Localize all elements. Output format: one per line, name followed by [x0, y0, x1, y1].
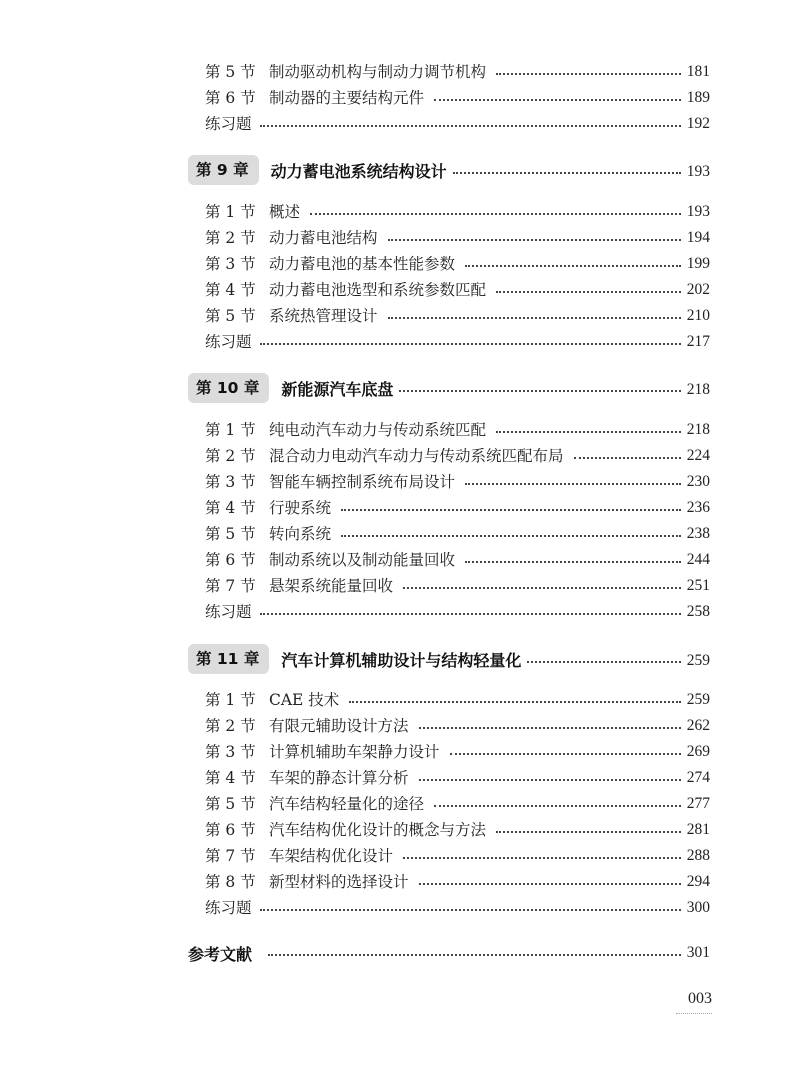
chapter-title: 汽车计算机辅助设计与结构轻量化	[281, 650, 522, 670]
page-number: 194	[686, 229, 710, 246]
section-number: 第 5 节	[205, 525, 256, 543]
dot-leader	[450, 753, 681, 755]
section-number: 第 8 节	[205, 873, 256, 891]
toc-section-row[interactable]	[205, 252, 710, 276]
toc-exercise-row[interactable]	[205, 600, 710, 624]
page-number: 193	[686, 203, 710, 220]
toc-section-row[interactable]	[205, 60, 710, 84]
toc-section-row[interactable]	[205, 200, 710, 224]
toc-section-row[interactable]	[205, 418, 710, 442]
page-number: 301	[686, 944, 710, 961]
section-title: 新型材料的选择设计	[269, 873, 409, 891]
toc-chapter-row[interactable]	[188, 644, 710, 674]
section-title: 纯电动汽车动力与传动系统匹配	[269, 421, 487, 439]
section-number: 第 6 节	[205, 821, 256, 839]
page-number: 192	[686, 115, 710, 132]
toc-section-row[interactable]	[205, 278, 710, 302]
toc-section-row[interactable]	[205, 548, 710, 572]
chapter-label: 第 9 章	[188, 155, 259, 185]
section-title: 有限元辅助设计方法	[269, 717, 409, 735]
page-number: 224	[686, 447, 710, 464]
toc-section-row[interactable]	[205, 522, 710, 546]
section-number: 第 1 节	[205, 691, 256, 709]
dot-leader	[527, 661, 680, 663]
page-number: 281	[686, 821, 710, 838]
page-number: 258	[686, 603, 710, 620]
section-title: 汽车结构优化设计的概念与方法	[269, 821, 487, 839]
dot-leader	[260, 343, 681, 345]
exercise-title: 练习题	[205, 899, 252, 917]
toc-section-row[interactable]	[205, 574, 710, 598]
toc-section-row[interactable]	[205, 688, 710, 712]
section-title: 智能车辆控制系统布局设计	[269, 473, 456, 491]
section-title: 车架结构优化设计	[269, 847, 394, 865]
toc-section-row[interactable]	[205, 740, 710, 764]
section-title: CAE 技术	[269, 691, 340, 709]
toc-chapter-row[interactable]	[188, 155, 710, 185]
dot-leader	[341, 509, 681, 511]
page-number: 181	[686, 63, 710, 80]
dot-leader	[496, 831, 681, 833]
page-number: 262	[686, 717, 710, 734]
section-number: 第 2 节	[205, 717, 256, 735]
toc-references-row[interactable]	[188, 940, 710, 966]
section-title: 转向系统	[269, 525, 332, 543]
page-number: 218	[686, 421, 710, 438]
section-title: 动力蓄电池的基本性能参数	[269, 255, 456, 273]
toc-chapter-row[interactable]	[188, 373, 710, 403]
page-number: 288	[686, 847, 710, 864]
dot-leader	[434, 805, 681, 807]
chapter-label: 第 10 章	[188, 373, 269, 403]
page-number: 217	[686, 333, 710, 350]
dot-leader	[496, 431, 681, 433]
dot-leader	[453, 172, 681, 174]
dot-leader	[388, 239, 681, 241]
dot-leader	[403, 587, 681, 589]
dot-leader	[310, 213, 681, 215]
page-number: 189	[686, 89, 710, 106]
dot-leader	[496, 291, 681, 293]
toc-exercise-row[interactable]	[205, 112, 710, 136]
section-title: 制动器的主要结构元件	[269, 89, 425, 107]
dot-leader	[260, 613, 681, 615]
section-title: 计算机辅助车架静力设计	[269, 743, 440, 761]
exercise-title: 练习题	[205, 115, 252, 133]
chapter-title: 动力蓄电池系统结构设计	[270, 161, 447, 181]
dot-leader	[434, 99, 681, 101]
section-number: 第 6 节	[205, 89, 256, 107]
section-title: 制动系统以及制动能量回收	[269, 551, 456, 569]
section-number: 第 1 节	[205, 203, 256, 221]
toc-section-row[interactable]	[205, 496, 710, 520]
section-number: 第 4 节	[205, 499, 256, 517]
section-number: 第 2 节	[205, 447, 256, 465]
dot-leader	[268, 954, 681, 956]
toc-section-row[interactable]	[205, 226, 710, 250]
exercise-title: 练习题	[205, 603, 252, 621]
section-title: 系统热管理设计	[269, 307, 378, 325]
chapter-title: 新能源汽车底盘	[281, 379, 394, 399]
page-number: 259	[686, 691, 710, 708]
section-number: 第 5 节	[205, 63, 256, 81]
dot-leader	[260, 125, 681, 127]
section-number: 第 6 节	[205, 551, 256, 569]
section-title: 行驶系统	[269, 499, 332, 517]
page-number: 244	[686, 551, 710, 568]
dot-leader	[388, 317, 681, 319]
section-number: 第 5 节	[205, 795, 256, 813]
dot-leader	[465, 483, 681, 485]
toc-section-row[interactable]	[205, 714, 710, 738]
folio-rule	[676, 1013, 712, 1014]
page-number: 236	[686, 499, 710, 516]
section-title: 制动驱动机构与制动力调节机构	[269, 63, 487, 81]
section-title: 动力蓄电池结构	[269, 229, 378, 247]
page-number: 230	[686, 473, 710, 490]
exercise-title: 练习题	[205, 333, 252, 351]
section-number: 第 5 节	[205, 307, 256, 325]
toc-section-row[interactable]	[205, 792, 710, 816]
toc-section-row[interactable]	[205, 86, 710, 110]
section-title: 悬架系统能量回收	[269, 577, 394, 595]
page-number: 202	[686, 281, 710, 298]
section-number: 第 3 节	[205, 743, 256, 761]
page-number: 251	[686, 577, 710, 594]
folio-page-number: 003	[688, 990, 712, 1007]
page-number: 269	[686, 743, 710, 760]
section-number: 第 7 节	[205, 847, 256, 865]
section-number: 第 4 节	[205, 769, 256, 787]
dot-leader	[465, 561, 681, 563]
section-number: 第 7 节	[205, 577, 256, 595]
section-number: 第 1 节	[205, 421, 256, 439]
dot-leader	[341, 535, 681, 537]
references-title: 参考文献	[188, 944, 253, 964]
page-number: 210	[686, 307, 710, 324]
dot-leader	[419, 883, 681, 885]
section-title: 概述	[269, 203, 301, 221]
toc-section-row[interactable]	[205, 470, 710, 494]
section-number: 第 4 节	[205, 281, 256, 299]
section-title: 车架的静态计算分析	[269, 769, 409, 787]
chapter-label: 第 11 章	[188, 644, 269, 674]
dot-leader	[574, 457, 681, 459]
toc-section-row[interactable]	[205, 444, 710, 468]
dot-leader	[260, 909, 681, 911]
section-title: 汽车结构轻量化的途径	[269, 795, 425, 813]
section-title: 动力蓄电池选型和系统参数匹配	[269, 281, 487, 299]
page-number: 193	[686, 163, 710, 180]
dot-leader	[399, 390, 680, 392]
dot-leader	[349, 701, 680, 703]
section-number: 第 3 节	[205, 255, 256, 273]
section-number: 第 3 节	[205, 473, 256, 491]
toc-section-row[interactable]	[205, 870, 710, 894]
toc-exercise-row[interactable]	[205, 330, 710, 354]
dot-leader	[419, 779, 681, 781]
dot-leader	[465, 265, 681, 267]
toc-exercise-row[interactable]	[205, 896, 710, 920]
dot-leader	[403, 857, 681, 859]
section-title: 混合动力电动汽车动力与传动系统匹配布局	[269, 447, 564, 465]
page-number: 218	[686, 381, 710, 398]
page-number: 199	[686, 255, 710, 272]
page-number: 277	[686, 795, 710, 812]
page-number: 300	[686, 899, 710, 916]
dot-leader	[496, 73, 681, 75]
toc-section-row[interactable]	[205, 304, 710, 328]
page-number: 294	[686, 873, 710, 890]
toc-section-row[interactable]	[205, 766, 710, 790]
page-number: 238	[686, 525, 710, 542]
page-number: 259	[686, 652, 710, 669]
dot-leader	[419, 727, 681, 729]
toc-section-row[interactable]	[205, 844, 710, 868]
toc-section-row[interactable]	[205, 818, 710, 842]
page-number: 274	[686, 769, 710, 786]
section-number: 第 2 节	[205, 229, 256, 247]
